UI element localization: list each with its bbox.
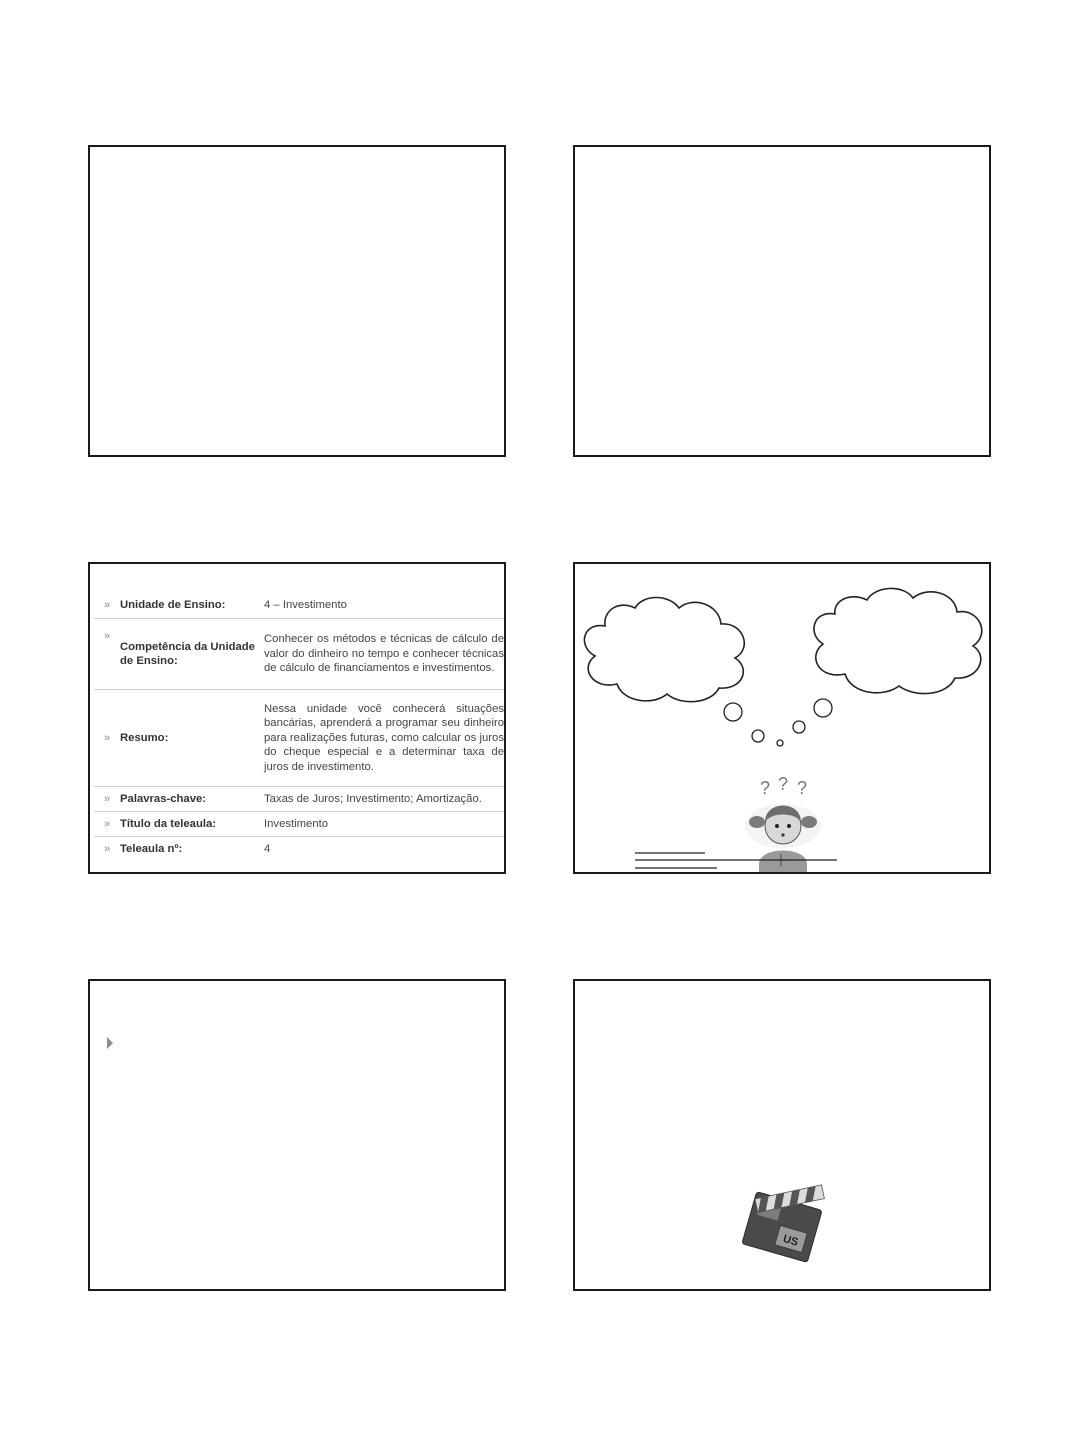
info-value: Investimento — [264, 817, 329, 830]
thought-illustration — [575, 564, 991, 874]
info-value: Taxas de Juros; Investimento; Amortização. — [264, 792, 482, 805]
info-value: 4 — [264, 842, 271, 855]
info-row-unidade — [94, 592, 506, 619]
info-row-competencia — [94, 619, 506, 690]
slide-3-unit-info — [88, 562, 506, 874]
info-label: Título da teleaula: — [120, 817, 217, 830]
slide-4-thinking — [573, 562, 991, 874]
slide-1-blank — [88, 145, 506, 457]
chevron-right-double-icon: » — [103, 817, 111, 830]
info-label: Palavras-chave: — [120, 792, 207, 805]
question-mark-3: ? — [797, 778, 808, 798]
clapperboard-illustration — [575, 981, 991, 1291]
thought-cloud-right — [814, 588, 982, 693]
slide-6-clapper — [573, 979, 991, 1291]
info-value: 4 – Investimento — [264, 598, 347, 611]
info-label: Competência da Unidade de Ensino: — [120, 640, 255, 667]
chevron-right-double-icon: » — [103, 598, 111, 611]
info-row-palavras-chave — [94, 787, 506, 812]
thought-cloud-left — [584, 598, 744, 702]
info-value: Nessa unidade você conhecerá situações bancárias, aprenderá a programar seu dinheiro para realizações futuras, como calcular os juros do cheque especial e a determinar taxa de juros de investimento. — [264, 702, 504, 773]
info-label: Teleaula nº: — [120, 842, 183, 855]
chevron-right-double-icon: » — [103, 731, 111, 744]
slide-2-blank — [573, 145, 991, 457]
thinking-girl-icon — [745, 804, 821, 874]
chevron-right-double-icon: » — [103, 792, 111, 805]
chevron-right-double-icon: » — [103, 842, 111, 855]
unit-info-table — [94, 592, 506, 861]
info-value: Conhecer os métodos e técnicas de cálculo de valor do dinheiro no tempo e conhecer técnicas de cálculo de financiamentos e investimentos. — [264, 633, 504, 675]
question-mark-1: ? — [760, 778, 771, 798]
info-label: Resumo: — [120, 731, 169, 744]
question-mark-2: ? — [778, 774, 789, 794]
info-row-titulo — [94, 812, 506, 837]
triangle-bullet-icon — [107, 1037, 113, 1049]
chevron-right-double-icon: » — [103, 630, 111, 642]
info-row-teleaula-numero — [94, 837, 506, 861]
clapper-label: US — [781, 1233, 800, 1249]
thought-bubbles — [724, 699, 832, 746]
slide-5-bullet — [88, 979, 506, 1291]
info-row-resumo — [94, 690, 506, 787]
info-label: Unidade de Ensino: — [120, 598, 226, 611]
